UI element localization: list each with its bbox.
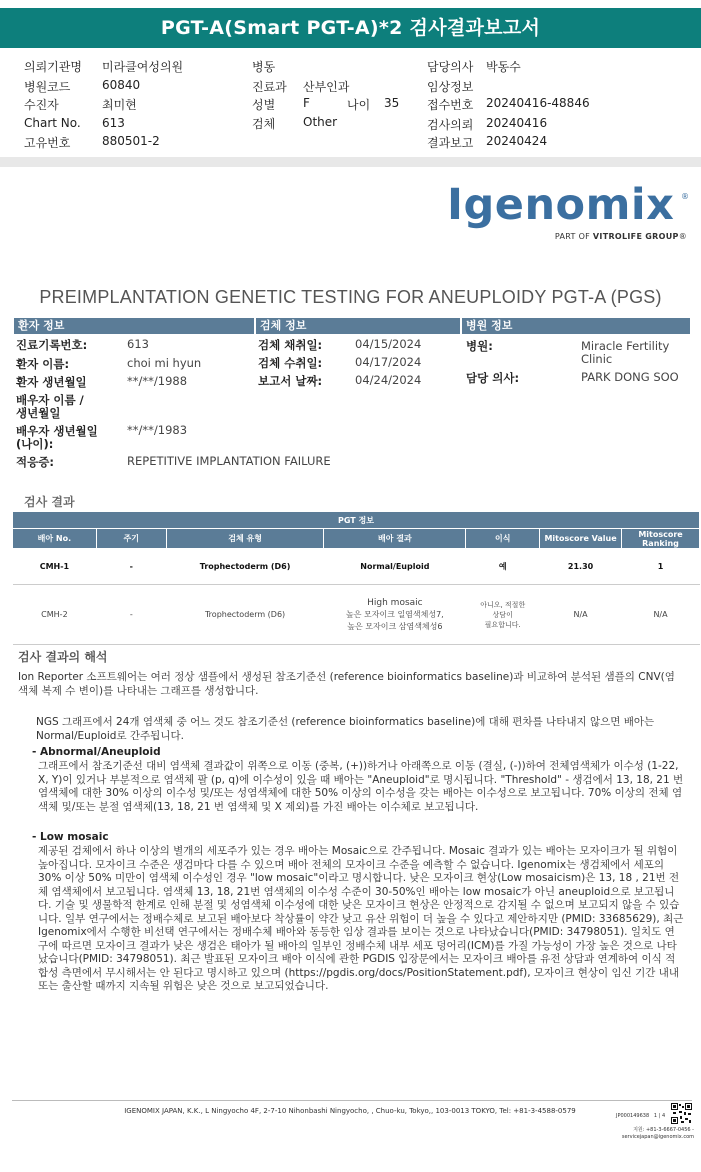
specimen-section-bar: 검체 정보 [256,318,460,334]
report-value: 20240424 [486,134,548,148]
patient-dob-label: 환자 생년월일 [16,375,87,389]
result-cell: Normal/Euploid [324,549,466,585]
logo-trademark: ® [681,192,689,201]
clinical-label: 임상정보 [427,80,474,94]
hospital-value-2: Clinic [581,352,613,366]
mito-ranking-cell: 1 [622,549,700,585]
embryo-cell: CMH-2 [13,585,97,645]
indication-value: REPETITIVE IMPLANTATION FAILURE [127,454,331,468]
institution-label: 의뢰기관명 [24,60,82,74]
logo-wordmark: Igenomix [447,180,675,230]
igenomix-logo [447,180,693,246]
patient-name-value: choi mi hyun [127,356,202,370]
doctor-value: 박동수 [486,60,521,74]
embryo-cell: CMH-1 [13,549,97,585]
patient-name-label: 환자 이름: [16,357,70,371]
collected-value: 04/15/2024 [355,337,422,351]
report-date-value: 04/24/2024 [355,373,422,387]
patient-dob-value: **/**/1988 [127,374,188,388]
mito-value-cell: N/A [540,585,622,645]
age-label: 나이 [347,98,371,112]
col-embryo: 배아 No. [13,529,97,549]
age-value: 35 [384,96,400,110]
hospital-value-1: Miracle Fertility [581,339,670,353]
mosaic-heading: - Low mosaic [32,831,109,843]
header-divider [0,157,701,167]
sex-label: 성별 [252,98,276,112]
transfer-cell: 아니오, 적절한 상담이 필요합니다. [466,585,540,645]
report-label: 결과보고 [427,136,474,150]
hospital-code-label: 병원코드 [24,80,71,94]
patient-value: 최미현 [102,98,137,112]
table-title: PGT 정보 [13,512,700,529]
chart-value: 613 [102,116,125,130]
result-cell: High mosaic 높은 모자이크 일염색체성7, 높은 모자이크 삼염색체성6 [324,585,466,645]
cycle-cell: - [96,549,166,585]
report-banner: PGT-A(Smart PGT-A)*2 검사결과보고서 [0,8,701,48]
results-title: 검사 결과 [24,495,75,509]
sample-cell: Trophectoderm (D6) [166,549,324,585]
sample-cell: Trophectoderm (D6) [166,585,324,645]
footer-contact: 지원: +81-3-6667-0456 - servicejapan@igenomix.com [621,1127,694,1140]
cycle-cell: - [96,585,166,645]
collected-label: 검체 채취일: [258,338,323,352]
request-label: 검사의뢰 [427,118,474,132]
received-value: 04/17/2024 [355,355,422,369]
indication-label: 적응증: [16,455,54,469]
footer-doc-code: JP000149638 1 | 4 [616,1113,666,1119]
logo-tagline: PART OF VITROLIFE GROUP® [554,232,687,241]
transfer-cell: 예 [466,549,540,585]
ward-label: 병동 [252,60,276,74]
id-label: 고유번호 [24,136,71,150]
institution-value: 미라클여성의원 [102,60,184,74]
ngs-paragraph: NGS 그래프에서 24개 염색체 중 어느 것도 참조기준선 (reference bioinformatics baseline)에 대해 편차를 나타내지 않으면 배아는 Normal/Euploid로 간주됩니다. [36,716,655,742]
report-date-label: 보고서 날짜: [258,374,323,388]
footer-address: IGENOMIX JAPAN, K.K., L Ningyocho 4F, 2-7-10 Nihonbashi Ningyocho, , Chuo-ku, Tokyo,, 103-0013 TOKYO, Tel: +81-3-4588-0579 [124,1107,576,1115]
hospital-doctor-label: 담당 의사: [466,371,520,385]
report-title: PREIMPLANTATION GENETIC TESTING FOR ANEUPLOIDY PGT-A (PGS) [39,287,662,307]
mito-ranking-cell: N/A [622,585,700,645]
mito-value-cell: 21.30 [540,549,622,585]
specimen-label: 검체 [252,117,276,131]
col-sample: 검체 유형 [166,529,324,549]
col-transfer: 이식 [466,529,540,549]
footer-divider [12,1100,692,1101]
col-cycle: 주기 [96,529,166,549]
hospital-code-value: 60840 [102,78,141,92]
interpretation-intro: Ion Reporter 소프트웨어는 여러 정상 샘플에서 생성된 참조기준선 (reference bioinformatics baseline)과 비교하여 분석된 샘플의 CNV(염색체 복제 수 변이)를 나타내는 그래프를 생성합니다. [18,671,675,697]
spouse-dob-label-1: 배우자 생년월일 [16,424,98,438]
abnormal-heading: - Abnormal/Aneuploid [32,746,161,758]
received-label: 검체 수취일: [258,356,323,370]
patient-label: 수진자 [24,98,59,112]
abnormal-paragraph: 그래프에서 참조기준선 대비 염색체 결과값이 위쪽으로 이동 (중복, (+))하거나 아래쪽으로 이동 (결실, (-))하여 전체염색체가 이수성 (1-22, X, Y)이 있거나 부분적으로 염색체 팔 (p, q)에 이수성이 있을 때 배아는 "Aneuploid"로 명시됩니다. "Threshold" - 생검에서 13, 18, 21 번 염색체에 대한 30% 이상의 이수성 및/또는 성염색체에 대한 50% 이상의 이수성을 갖는 배아는 이수성으로 보고됩니다. 70% 이상의 전체 염색체 및/또는 분절 염색체(13, 18, 21 번 염색체 및 X 제외)를 가진 배아는 이수체로 보고됩니다. [38,760,684,813]
record-value: 613 [127,337,149,351]
hospital-doctor-value: PARK DONG SOO [581,370,679,384]
col-mito-ranking: Mitoscore Ranking [622,529,700,549]
chart-label: Chart No. [24,116,81,130]
col-mito-value: Mitoscore Value [540,529,622,549]
spouse-dob-value: **/**/1983 [127,423,188,437]
col-result: 배아 결과 [324,529,466,549]
mosaic-paragraph: 제공된 검체에서 하나 이상의 별개의 세포주가 있는 경우 배아는 Mosaic으로 간주됩니다. Mosaic 결과가 있는 배아는 모자이크가 될 위험이 높아집니다. 모자이크 수준은 생검마다 다를 수 있으며 배아 전체의 모자이크 수준을 예측할 수 없습니다. Igenomix는 생검체에서 세포의 30% 이상 50% 미만이 염색체 이수성인 경우 "low mosaic"이라고 명시합니다. 낮은 모자이크 현상(Low mosaicism)은 13, 18 , 21번 전체 염색체에서 보고됩니다. 염색체 13, 18, 21번 염색체의 이수성 수준이 30-50%인 배아는 low mosaic가 아닌 aneuploid으로 보고됩니다. 기술 및 생물학적 한계로 인해 분절 및 성염색체 이수성에 대한 낮은 모자이크 현상은 안정적으로 감지될 수 없으며 보고되지 않을 수 있습니다. 일부 연구에서는 정배수체로 보고된 배아보다 착상률이 약간 낮고 유산 위험이 더 높을 수 있다고 제안하지만 (PMID: 33685629), 최근 Igenomix에서 수행한 비선택 연구에서는 정배수체 배아와 동등한 임상 결과를 보이는 것으로 나타났습니다(PMID: 34798051). 일치도 연구에 따르면 모자이크 결과가 낮은 생검은 태아가 될 배아의 일부인 정배수체 내부 세포 덩어리(ICM)를 가질 가능성이 가장 높은 것으로 나타났습니다(PMID: 34798051). 최근 발표된 모자이크 배아 이식에 관한 PGDIS 입장문에서는 모자이크 배아를 유전 상담과 연계하여 이식 적합성 측면에서 무시해서는 안 된다고 명시하고 있으며 (https://pgdis.org/docs/PositionStatement.pdf), 모자이크 현상이 임신 기간 내내 또는 출산할 때까지 지속될 위험은 낮은 것으로 보고되었습니다. [38,845,684,992]
id-value: 880501-2 [102,134,160,148]
dept-value: 산부인과 [303,80,350,94]
table-row [13,585,700,645]
interpretation-title: 검사 결과의 해석 [18,650,108,664]
sex-value: F [303,96,310,110]
specimen-value: Other [303,115,338,129]
dept-label: 진료과 [252,80,287,94]
table-row [13,549,700,585]
patient-section-bar: 환자 정보 [14,318,254,334]
hospital-label: 병원: [466,339,493,353]
spouse-name-label-1: 배우자 이름 / [16,393,84,407]
request-value: 20240416 [486,116,548,130]
spouse-name-label-2: 생년월일 [16,406,61,420]
spouse-dob-label-2: (나이): [16,437,54,451]
qr-code-icon [671,1103,692,1124]
pgt-results-table [12,511,700,645]
doctor-label: 담당의사 [427,60,474,74]
record-label: 진료기록번호: [16,338,88,352]
receipt-label: 접수번호 [427,98,474,112]
receipt-value: 20240416-48846 [486,96,590,110]
hospital-section-bar: 병원 정보 [462,318,690,334]
